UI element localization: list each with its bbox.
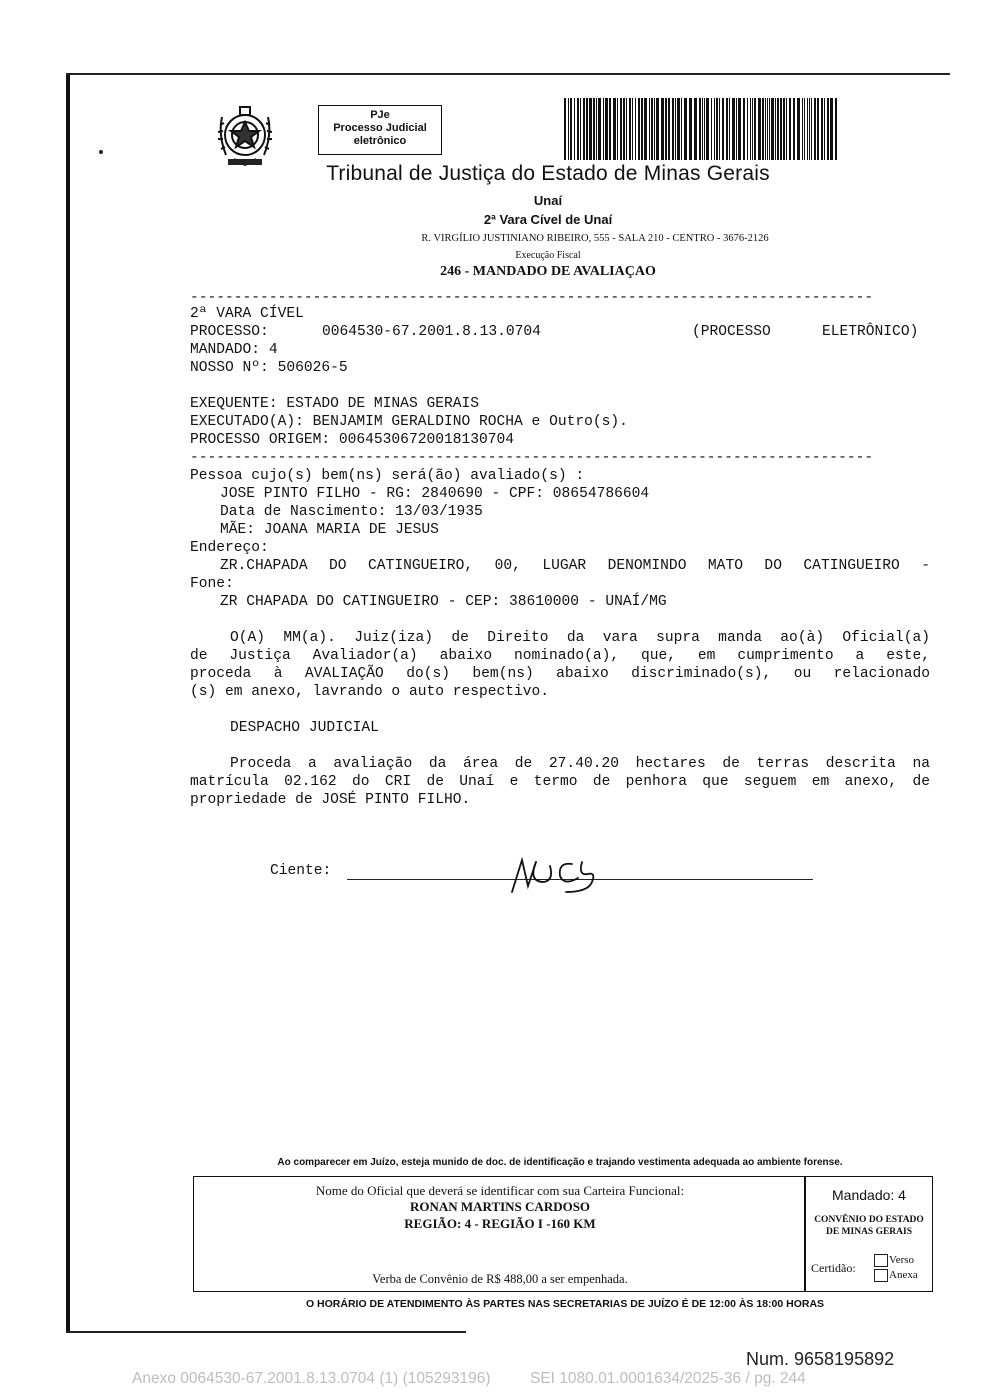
exequente: EXEQUENTE: ESTADO DE MINAS GERAIS [190,396,480,412]
barcode-bar [629,98,631,160]
barcode-bar [635,98,636,160]
barcode-bar [580,98,581,160]
appearance-notice: Ao comparecer em Juízo, esteja munido de doc. de identificação e trajando vestimenta adequada ao ambiente forense. [277,1157,843,1168]
barcode-bar [694,98,697,160]
barcode-bar [603,98,604,160]
barcode-bar [613,98,616,160]
paragraph-1-line-3: proceda à AVALIAÇÃO do(s) bem(ns) abaixo discriminado(s), ou relacionado [190,666,930,682]
barcode-bar [714,98,715,160]
nosso-number: NOSSO Nº: 506026-5 [190,360,348,376]
barcode-bar [769,98,770,160]
bottom-frame-line [66,1331,466,1333]
barcode-bar [789,98,791,160]
barcode-bar [814,98,816,160]
barcode-bar [827,98,829,160]
court-address: R. VIRGÍLIO JUSTINIANO RIBEIRO, 555 - SALA 210 - CENTRO - 3676-2126 [421,233,769,244]
barcode-bar [644,98,647,160]
horario-notice: O HORÁRIO DE ATENDIMENTO ÀS PARTES NAS SECRETARIAS DE JUÍZO É DE 12:00 ÀS 18:00 HORAS [305,1298,825,1310]
barcode-bar [706,98,709,160]
processo-label: PROCESSO: [190,324,269,340]
barcode-bar [605,98,608,160]
paragraph-1-line-4: (s) em anexo, lavrando o auto respectivo. [190,684,550,700]
sei-stamp: SEI 1080.01.0001634/2025-36 / pg. 244 [530,1370,806,1387]
barcode-bar [649,98,650,160]
barcode-bar [817,98,819,160]
barcode-bar [767,98,768,160]
handwritten-signature [506,852,602,896]
barcode-bar [802,98,803,160]
barcode-bar [651,98,653,160]
pje-line-2: Processo Judicial [333,122,427,134]
barcode-bar [732,98,735,160]
barcode-bar [738,98,741,160]
barcode-bar [807,98,808,160]
barcode-bar [743,98,745,160]
barcode-bar [568,98,569,160]
barcode-bar [661,98,664,160]
barcode-bar [809,98,810,160]
barcode-bar [754,98,756,160]
barcode-bar [609,98,611,160]
barcode-bar [570,98,572,160]
barcode-bar [681,98,682,160]
ciente-label: Ciente: [270,863,332,879]
barcode-bar [729,98,730,160]
person-birth: Data de Nascimento: 13/03/1935 [220,504,483,520]
scan-dot [99,150,103,154]
case-class: Execução Fiscal [515,250,581,261]
court-title: Tribunal de Justiça do Estado de Minas Gerais [326,162,770,185]
document-number: Num. 9658195892 [746,1349,895,1369]
barcode-bar [747,98,748,160]
barcode-bar [577,98,579,160]
barcode-bar [777,98,779,160]
barcode-bar [654,98,655,160]
verso-checkbox[interactable] [874,1254,888,1267]
paragraph-2-line-1: Proceda a avaliação da área de 27.40.20 hectares de terras descrita na [230,756,930,772]
barcode-bar [786,98,787,160]
convenio-line-2: DE MINAS GERAIS [825,1227,913,1237]
fone-label: Fone: [190,576,234,592]
barcode-bar [596,98,597,160]
anexa-option [874,1269,918,1282]
pje-line-1: PJe [370,109,390,121]
barcode-bar [750,98,751,160]
barcode-bar [589,98,592,160]
barcode-bar [574,98,575,160]
barcode-bar [668,98,670,160]
barcode-bar [593,98,595,160]
address-line: ZR.CHAPADA DO CATINGUEIRO, 00, LUGAR DENOMINDO MATO DO CATINGUEIRO - [220,558,930,574]
barcode-bar [617,98,618,160]
barcode-bar [726,98,728,160]
anexa-label: Anexa [889,1269,918,1282]
barcode-bar [675,98,676,160]
barcode-bar [783,98,785,160]
paragraph-2-line-2: matrícula 02.162 do CRI de Unaí e termo de penhora que seguem em anexo, de [190,774,930,790]
paragraph-2-line-3: propriedade de JOSÉ PINTO FILHO. [190,792,471,808]
left-frame-bar [66,74,70,1332]
barcode-bar [824,98,825,160]
barcode-bar [711,98,712,160]
processo-type-b: ELETRÔNICO) [822,324,919,340]
barcode-bar [762,98,764,160]
mandado-number: MANDADO: 4 [190,342,278,358]
barcode-bar [771,98,774,160]
coat-of-arms-emblem [214,103,276,169]
pje-box [318,105,442,155]
convenio-line-1: CONVÊNIO DO ESTADO [814,1215,924,1225]
barcode-bar [719,98,720,160]
barcode-bar [699,98,701,160]
oficial-regiao: REGIÃO: 4 - REGIÃO I -160 KM [404,1216,596,1231]
separator-2: ------------------------------------------------------------------------------ [190,450,874,466]
document-title: 246 - MANDADO DE AVALIAÇAO [440,264,656,279]
barcode-bar [797,98,800,160]
barcode-bar [626,98,627,160]
executado: EXECUTADO(A): BENJAMIM GERALDINO ROCHA e Outro(s). [190,414,628,430]
barcode-bar [689,98,692,160]
barcode-bar [623,98,625,160]
barcode-bar [641,98,643,160]
anexa-checkbox[interactable] [874,1269,888,1282]
processo-type-a: (PROCESSO [692,324,771,340]
anexo-stamp: Anexo 0064530-67.2001.8.13.0704 (1) (105293196) [132,1370,491,1387]
barcode-bar [702,98,703,160]
vara-name: 2ª Vara Cível de Unaí [483,212,613,227]
processo-origem: PROCESSO ORIGEM: 00645306720018130704 [190,432,515,448]
case-vara: 2ª VARA CÍVEL [190,306,304,322]
barcode-bar [620,98,622,160]
barcode-bar [722,98,724,160]
barcode-bar [765,98,766,160]
barcode-bar [835,98,837,160]
verso-option [874,1254,914,1267]
certidao-label: Certidão: [811,1261,856,1275]
barcode-bar [811,98,812,160]
address-label: Endereço: [190,540,269,556]
paragraph-1-line-1: O(A) MM(a). Juiz(iza) de Direito da vara supra manda ao(à) Oficial(a) [230,630,930,646]
barcode-bar [672,98,674,160]
barcode-bar [804,98,805,160]
barcode-bar [704,98,705,160]
barcode-bar [598,98,601,160]
barcode-bar [775,98,776,160]
barcode-bar [586,98,588,160]
verso-label: Verso [889,1254,915,1267]
barcode-bar [684,98,687,160]
barcode-bar [716,98,718,160]
barcode-bar [752,98,753,160]
oficial-label: Nome do Oficial que deverá se identificar com sua Carteira Funcional: [315,1183,685,1198]
address-line-2: ZR CHAPADA DO CATINGUEIRO - CEP: 38610000 - UNAÍ/MG [220,594,667,610]
barcode-bar [656,98,659,160]
city-name: Unaí [533,193,563,208]
mandado-box-label: Mandado: 4 [832,1187,906,1203]
barcode-bar [665,98,667,160]
top-frame-line [66,73,950,75]
separator-1: ------------------------------------------------------------------------------ [190,290,874,306]
barcode [564,98,840,160]
barcode-bar [793,98,795,160]
pje-line-3: eletrônico [353,135,407,147]
person-name: JOSE PINTO FILHO - RG: 2840690 - CPF: 08654786604 [220,486,650,502]
barcode-bar [830,98,833,160]
barcode-bar [780,98,782,160]
barcode-bar [564,98,566,160]
barcode-bar [758,98,761,160]
oficial-name: RONAN MARTINS CARDOSO [409,1199,591,1214]
despacho-heading: DESPACHO JUDICIAL [230,720,379,736]
barcode-bar [677,98,680,160]
barcode-bar [736,98,737,160]
barcode-bar [632,98,633,160]
barcode-bar [638,98,640,160]
processo-number: 0064530-67.2001.8.13.0704 [322,324,541,340]
person-mother: MÃE: JOANA MARIA DE JESUS [220,522,439,538]
person-intro: Pessoa cujo(s) bem(ns) será(ão) avaliado(s) : [190,468,585,484]
paragraph-1-line-2: de Justiça Avaliador(a) abaixo nominado(a), que, em cumprimento a este, [190,648,930,664]
barcode-bar [821,98,823,160]
verba-convenio: Verba de Convênio de R$ 488,00 a ser empenhada. [372,1272,628,1286]
barcode-bar [583,98,585,160]
